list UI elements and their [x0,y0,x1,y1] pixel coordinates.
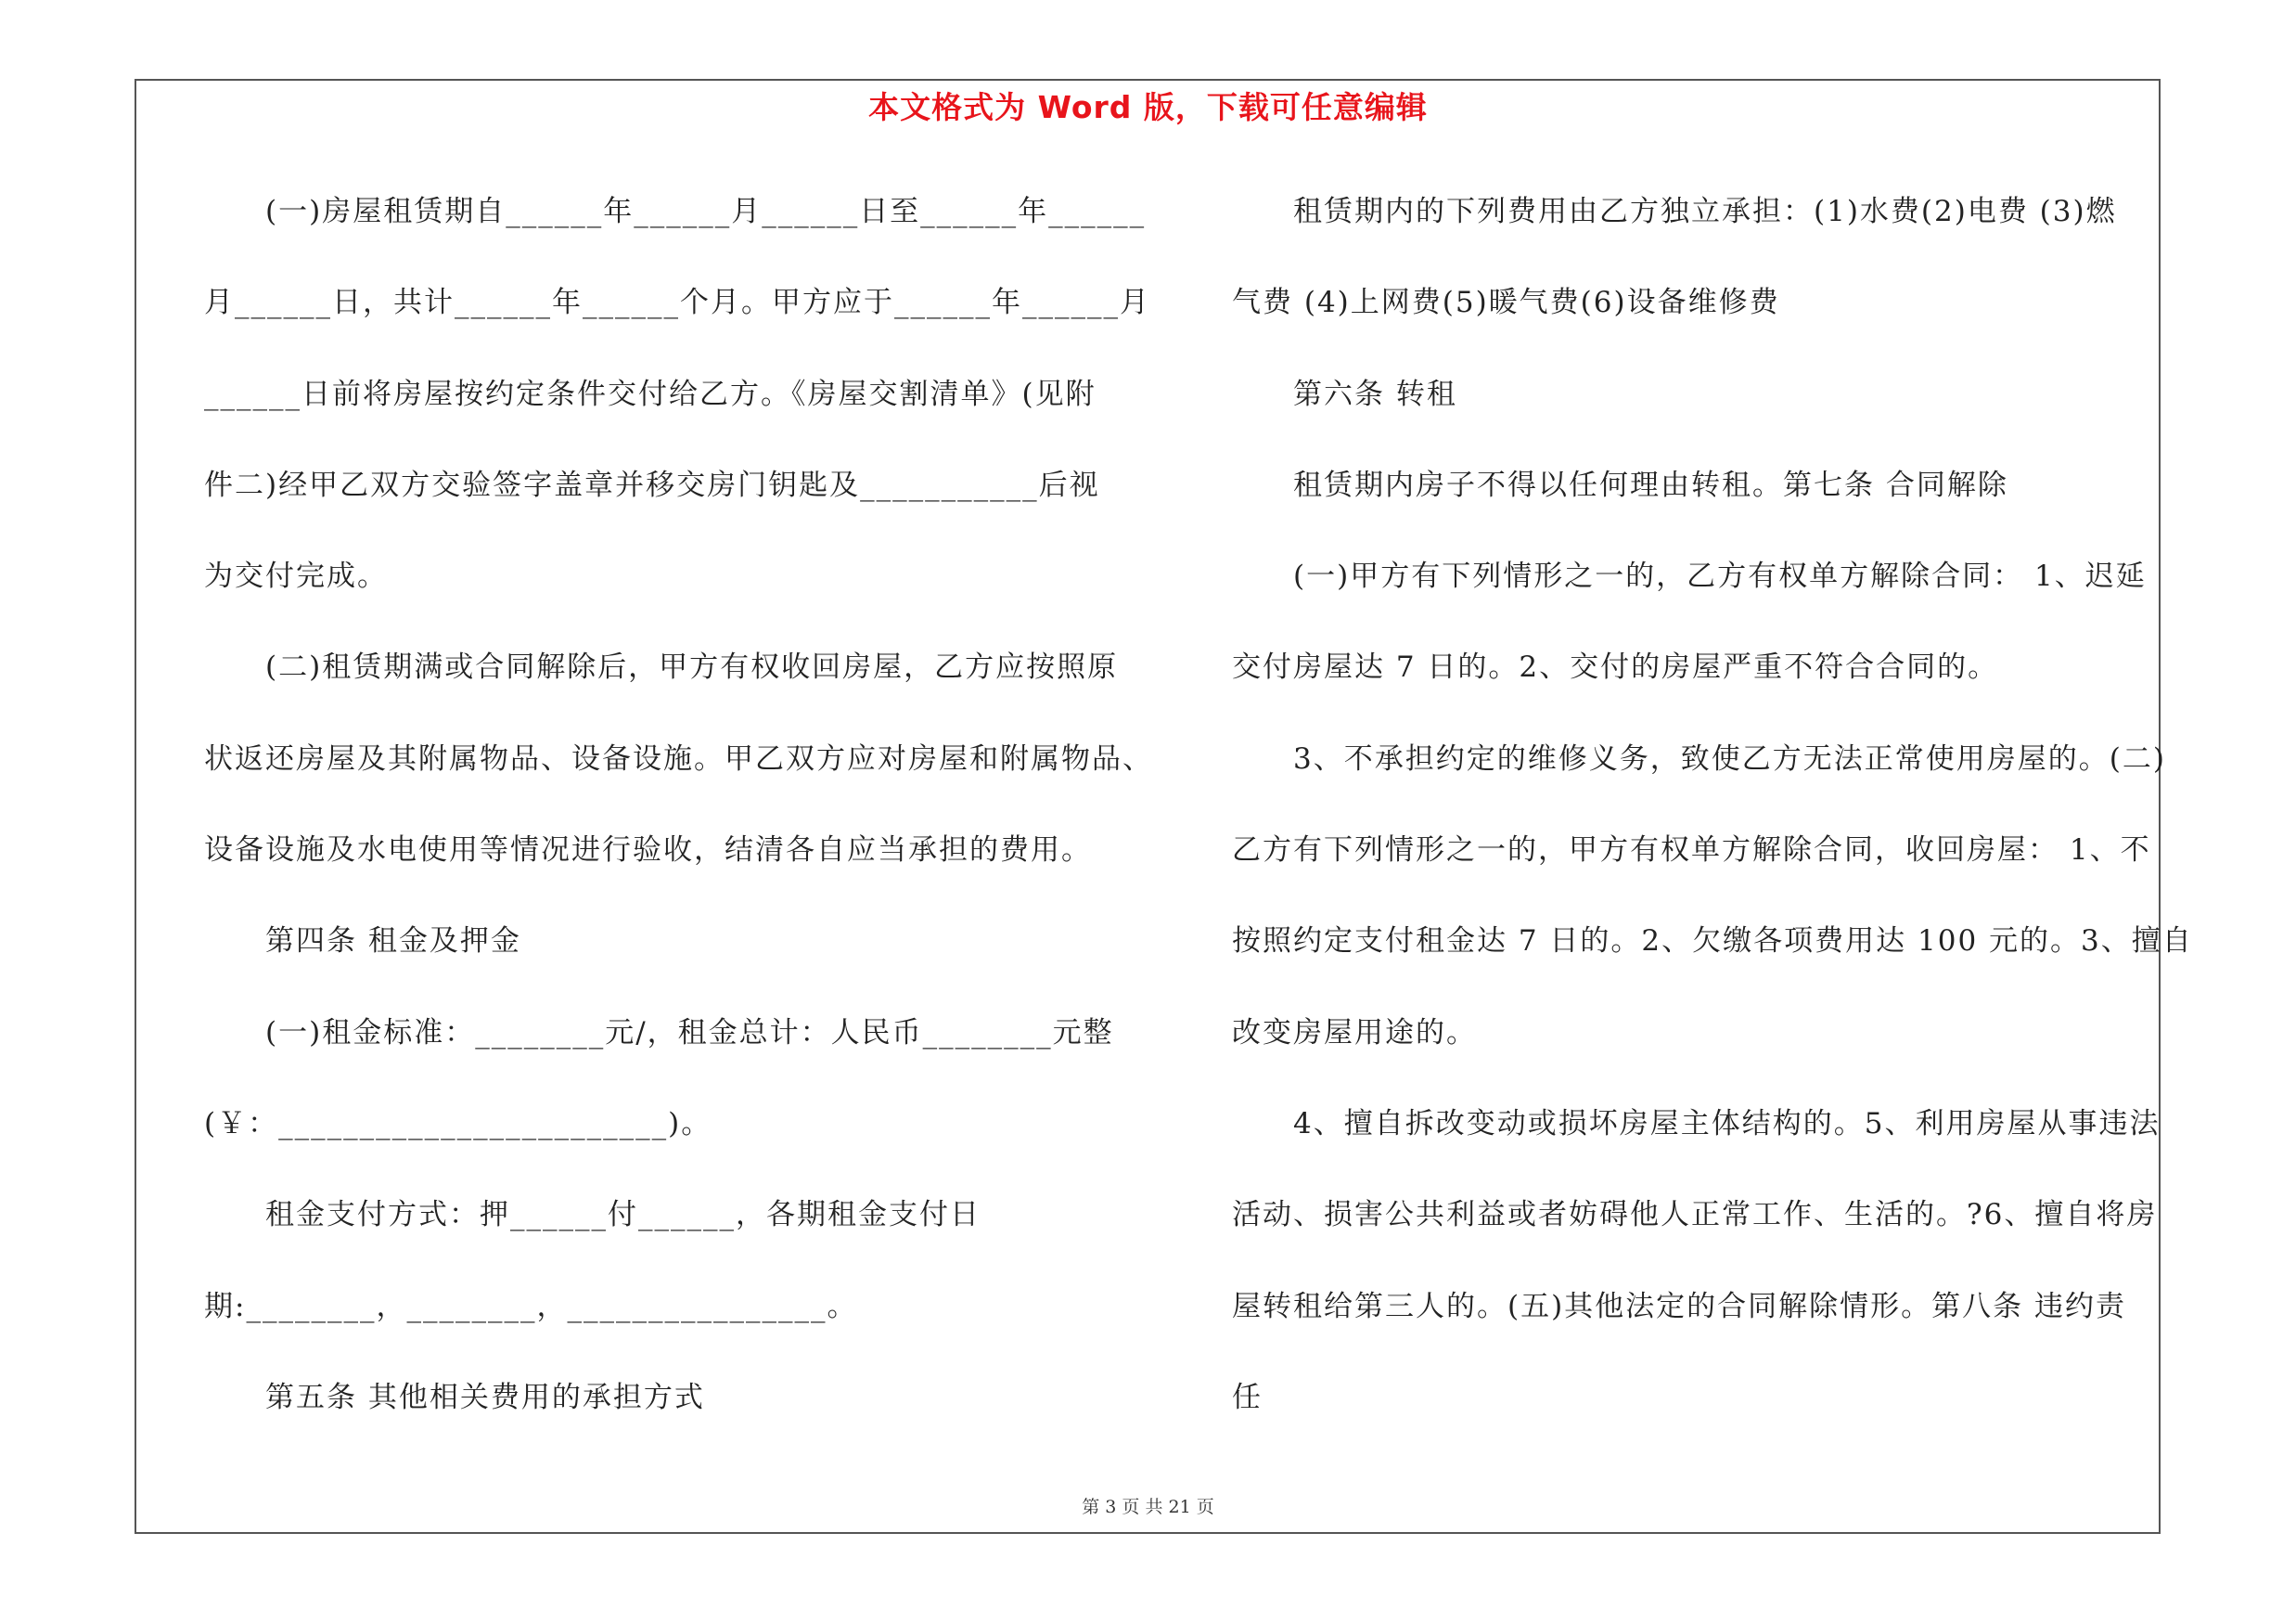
right-column-line: 3、不承担约定的维修义务，致使乙方无法正常使用房屋的。(二) [1293,741,2166,776]
right-column-line: 按照约定支付租金达 7 日的。2、欠缴各项费用达 100 元的。3、擅自 [1232,924,2193,959]
left-column-line: (一)房屋租赁期自______年______月______日至______年______ [265,195,1147,228]
left-column-line: 期:________，________，________________。 [204,1289,858,1323]
right-column-line: 第六条 转租 [1293,377,1457,411]
right-column-line: 乙方有下列情形之一的，甲方有权单方解除合同，收回房屋： 1、不 [1232,833,2151,868]
right-column-line: 租赁期内房子不得以任何理由转租。第七条 合同解除 [1293,468,2008,502]
right-column-line: 气费 (4)上网费(5)暖气费(6)设备维修费 [1232,286,1780,320]
left-column-line: ______日前将房屋按约定条件交付给乙方。《房屋交割清单》(见附 [204,377,1097,411]
left-column-line: (二)租赁期满或合同解除后，甲方有权收回房屋，乙方应按照原 [265,650,1119,685]
right-column-line: 活动、损害公共利益或者妨碍他人正常工作、生活的。?6、擅自将房 [1232,1198,2158,1232]
left-column-line: (￥：________________________)。 [204,1106,712,1140]
right-column-line: 改变房屋用途的。 [1232,1015,1477,1050]
right-column-line: 租赁期内的下列费用由乙方独立承担：(1)水费(2)电费 (3)燃 [1293,195,2117,228]
page-footer: 第 3 页 共 21 页 [1082,1497,1214,1517]
left-column-line: 第五条 其他相关费用的承担方式 [265,1380,705,1414]
right-column-line: 任 [1232,1380,1263,1414]
left-column-line: 设备设施及水电使用等情况进行验收，结清各自应当承担的费用。 [204,833,1092,868]
left-column [204,184,1153,1461]
left-column-line: (一)租金标准：________元/，租金总计：人民币________元整 [265,1015,1114,1050]
right-column-line: 4、擅自拆改变动或损坏房屋主体结构的。5、利用房屋从事违法 [1293,1106,2161,1140]
right-column [1232,184,2193,1461]
right-column-line: 屋转租给第三人的。(五)其他法定的合同解除情形。第八条 违约责 [1232,1289,2127,1323]
left-column-line: 状返还房屋及其附属物品、设备设施。甲乙双方应对房屋和附属物品、 [204,741,1153,776]
left-column-line: 为交付完成。 [204,560,388,594]
left-column-line: 件二)经甲乙双方交验签字盖章并移交房门钥匙及___________后视 [204,468,1100,502]
left-column-line: 月______日，共计______年______个月。甲方应于______年______月 [204,286,1150,320]
right-column-line: (一)甲方有下列情形之一的，乙方有权单方解除合同： 1、迟延 [1293,560,2147,594]
right-column-line: 交付房屋达 7 日的。2、交付的房屋严重不符合合同的。 [1232,650,1999,685]
header-banner: 本文格式为 Word 版，下载可任意编辑 [868,89,1428,125]
left-column-line: 第四条 租金及押金 [265,924,521,959]
left-column-line: 租金支付方式：押______付______，各期租金支付日 [265,1198,981,1232]
